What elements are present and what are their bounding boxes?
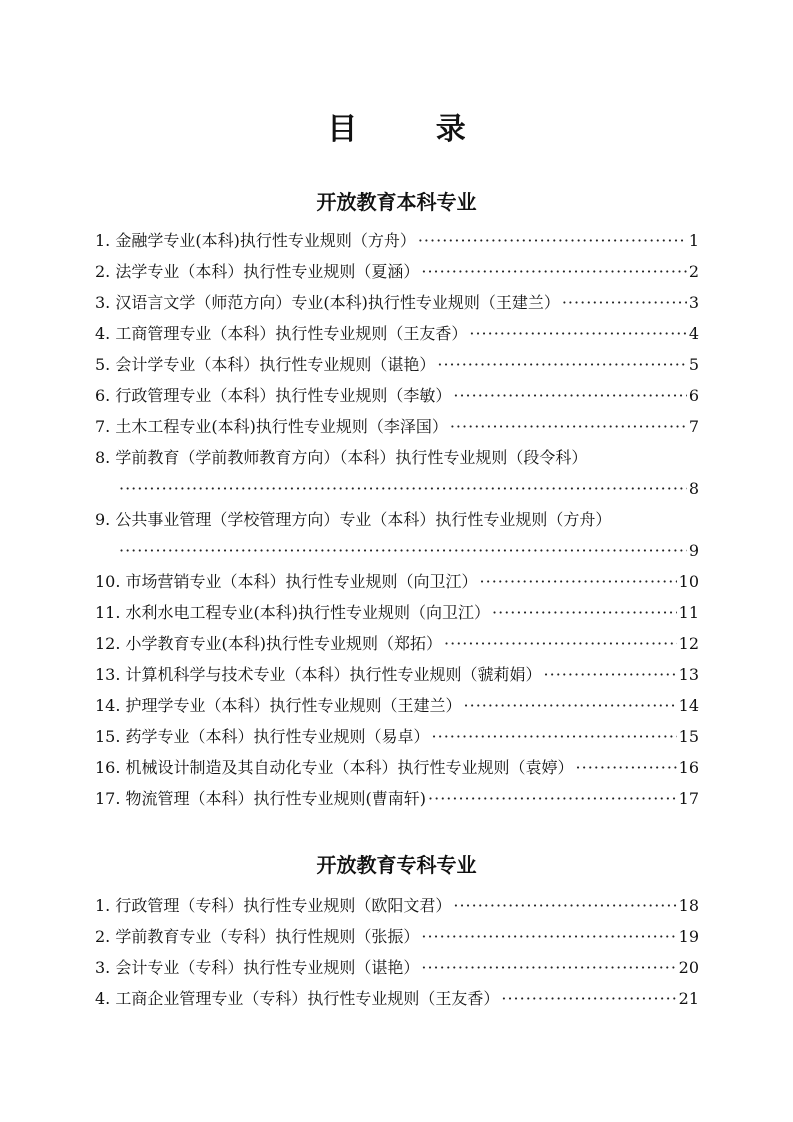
toc-entry-page: 19 xyxy=(678,927,699,946)
toc-entry-page: 5 xyxy=(688,355,699,374)
dot-leader xyxy=(469,323,686,345)
dot-leader xyxy=(437,354,686,376)
toc-entry-page: 3 xyxy=(688,293,699,312)
section-heading-undergraduate: 开放教育本科专业 xyxy=(316,190,477,214)
toc-entry-page: 16 xyxy=(678,758,699,777)
toc-list-associate xyxy=(95,895,699,1019)
toc-entry-text: 10. 市场营销专业（本科）执行性专业规则（向卫江） xyxy=(95,572,478,591)
toc-entry[interactable] xyxy=(95,509,699,562)
toc-entry-text: 7. 土木工程专业(本科)执行性专业规则（李泽国） xyxy=(95,417,448,436)
toc-entry-page: 11 xyxy=(678,603,699,622)
toc-entry-text: 3. 会计专业（专科）执行性专业规则（谌艳） xyxy=(95,958,420,977)
toc-entry-page: 18 xyxy=(678,896,699,915)
toc-entry-page: 1 xyxy=(688,231,699,250)
dot-leader xyxy=(119,478,687,500)
toc-entry-page: 12 xyxy=(678,634,699,653)
toc-entry-page: 9 xyxy=(688,541,699,560)
toc-entry-page: 20 xyxy=(678,958,699,977)
page-title: 目 录 xyxy=(327,112,500,147)
toc-entry[interactable] xyxy=(95,757,699,779)
toc-entry[interactable] xyxy=(95,664,699,686)
toc-entry[interactable] xyxy=(95,230,699,252)
toc-entry[interactable] xyxy=(95,895,699,917)
dot-leader xyxy=(428,788,677,810)
toc-entry-text: 6. 行政管理专业（本科）执行性专业规则（李敏） xyxy=(95,386,452,405)
toc-entry-text: 9. 公共事业管理（学校管理方向）专业（本科）执行性专业规则（方舟） xyxy=(95,510,612,529)
toc-entry[interactable] xyxy=(95,988,699,1010)
dot-leader xyxy=(421,957,676,979)
toc-entry[interactable] xyxy=(95,447,699,500)
toc-entry[interactable] xyxy=(95,416,699,438)
dot-leader xyxy=(576,757,677,779)
dot-leader xyxy=(444,633,677,655)
toc-entry-text: 17. 物流管理（本科）执行性专业规则(曹南轩) xyxy=(95,789,427,808)
section-heading-associate: 开放教育专科专业 xyxy=(316,853,477,877)
dot-leader xyxy=(562,292,687,314)
toc-entry-page: 17 xyxy=(678,789,699,808)
toc-entry-page: 2 xyxy=(688,262,699,281)
dot-leader xyxy=(453,385,686,407)
toc-entry-text: 1. 金融学专业(本科)执行性专业规则（方舟） xyxy=(95,231,416,250)
dot-leader xyxy=(453,895,676,917)
toc-entry-text: 14. 护理学专业（本科）执行性专业规则（王建兰） xyxy=(95,696,462,715)
toc-entry-text: 12. 小学教育专业(本科)执行性专业规则（郑拓） xyxy=(95,634,443,653)
dot-leader xyxy=(418,230,687,252)
toc-entry-text: 4. 工商企业管理专业（专科）执行性专业规则（王友香） xyxy=(95,989,500,1008)
toc-entry-text: 8. 学前教育（学前教师教育方向）（本科）执行性专业规则（段令科） xyxy=(95,448,588,467)
dot-leader xyxy=(421,926,676,948)
toc-entry[interactable] xyxy=(95,354,699,376)
toc-entry-text: 13. 计算机科学与技术专业（本科）执行性专业规则（虢莉娟） xyxy=(95,665,542,684)
toc-entry-text: 2. 法学专业（本科）执行性专业规则（夏涵） xyxy=(95,262,420,281)
toc-entry-page: 4 xyxy=(688,324,699,343)
toc-entry-page: 14 xyxy=(678,696,699,715)
dot-leader xyxy=(501,988,676,1010)
toc-entry[interactable] xyxy=(95,385,699,407)
toc-entry[interactable] xyxy=(95,957,699,979)
toc-entry-page: 7 xyxy=(688,417,699,436)
toc-entry[interactable] xyxy=(95,571,699,593)
dot-leader xyxy=(450,416,687,438)
toc-entry-page: 6 xyxy=(688,386,699,405)
toc-entry-page: 15 xyxy=(678,727,699,746)
dot-leader xyxy=(492,602,677,624)
toc-entry[interactable] xyxy=(95,695,699,717)
toc-entry[interactable] xyxy=(95,726,699,748)
toc-entry-text: 3. 汉语言文学（师范方向）专业(本科)执行性专业规则（王建兰） xyxy=(95,293,560,312)
toc-entry[interactable] xyxy=(95,261,699,283)
dot-leader xyxy=(432,726,677,748)
toc-entry-page: 8 xyxy=(688,479,699,498)
dot-leader xyxy=(544,664,677,686)
toc-entry-text: 16. 机械设计制造及其自动化专业（本科）执行性专业规则（袁婷） xyxy=(95,758,574,777)
toc-entry-text: 5. 会计学专业（本科）执行性专业规则（谌艳） xyxy=(95,355,436,374)
toc-entry[interactable] xyxy=(95,788,699,810)
toc-entry-text: 4. 工商管理专业（本科）执行性专业规则（王友香） xyxy=(95,324,468,343)
toc-entry[interactable] xyxy=(95,323,699,345)
toc-entry-text: 11. 水利水电工程专业(本科)执行性专业规则（向卫江） xyxy=(95,603,491,622)
dot-leader xyxy=(480,571,677,593)
toc-entry[interactable] xyxy=(95,292,699,314)
toc-entry[interactable] xyxy=(95,633,699,655)
toc-entry-page: 21 xyxy=(678,989,699,1008)
dot-leader xyxy=(421,261,686,283)
toc-entry-page: 13 xyxy=(678,665,699,684)
dot-leader xyxy=(464,695,677,717)
toc-entry-page: 10 xyxy=(678,572,699,591)
toc-list-undergraduate xyxy=(95,230,699,819)
toc-entry-text: 15. 药学专业（本科）执行性专业规则（易卓） xyxy=(95,727,430,746)
toc-entry-text: 1. 行政管理（专科）执行性专业规则（欧阳文君） xyxy=(95,896,452,915)
toc-entry[interactable] xyxy=(95,602,699,624)
dot-leader xyxy=(119,540,687,562)
toc-entry[interactable] xyxy=(95,926,699,948)
toc-entry-text: 2. 学前教育专业（专科）执行性规则（张振） xyxy=(95,927,420,946)
